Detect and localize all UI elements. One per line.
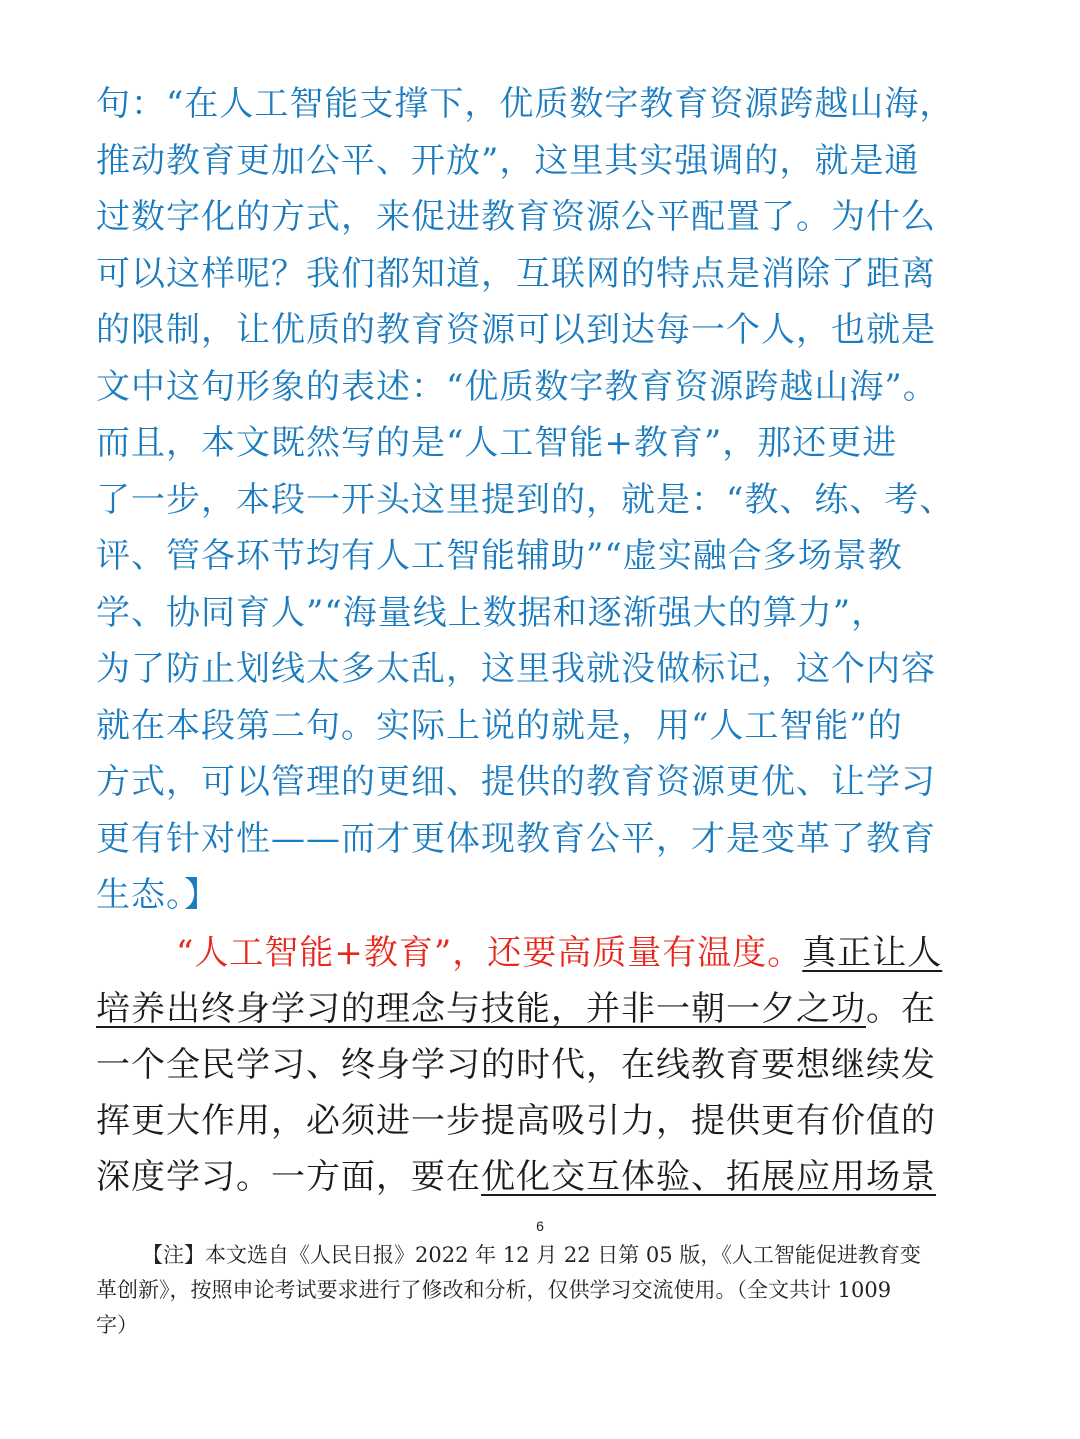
analysis-line: 方式，可以管理的更细、提供的教育资源更优、让学习 (96, 762, 936, 802)
paragraph-text: 深度学习。一方面，要在 (96, 1157, 481, 1197)
note-line: 字） (96, 1313, 138, 1337)
paragraph-line (96, 925, 988, 981)
analysis-line: 更有针对性——而才更体现教育公平，才是变革了教育 (96, 818, 936, 859)
analysis-line: 文中这句形象的表述：“优质数字教育资源跨越山海”。 (96, 366, 938, 407)
underlined-text: 培养出终身学习的理念与技能，并非一朝一夕之功 (96, 989, 866, 1029)
paragraph-line (96, 1149, 988, 1205)
analysis-line: 就在本段第二句。实际上说的就是，用“人工智能”的 (96, 705, 903, 746)
underlined-text: 真正让人 (802, 933, 943, 973)
analysis-line: 可以这样呢？我们都知道，互联网的特点是消除了距离 (96, 253, 936, 294)
analysis-line: 句：“在人工智能支撑下，优质数字教育资源跨越山海， (96, 84, 955, 124)
analysis-line: 的限制，让优质的教育资源可以到达每一个人，也就是 (96, 310, 936, 350)
analysis-line: 评、管各环节均有人工智能辅助”“虚实融合多场景教 (96, 536, 903, 576)
page-number: 6 (536, 1218, 544, 1234)
analysis-commentary (96, 76, 1006, 924)
source-note (96, 1238, 988, 1343)
analysis-line: 而且，本文既然写的是“人工智能+教育”，那还更进 (96, 423, 898, 463)
paragraph-text: 。在 (866, 989, 936, 1029)
analysis-line: 生态。】 (96, 875, 219, 915)
analysis-line: 为了防止划线太多太乱，这里我就没做标记，这个内容 (96, 649, 936, 689)
note-line: 【注】本文选自《人民日报》2022 年 12 月 22 日第 05 版，《人工智能促进教育变 (142, 1243, 921, 1267)
topic-sentence: “人工智能+教育”，还要高质量有温度。 (176, 933, 803, 973)
analysis-line: 推动教育更加公平、开放”，这里其实强调的，就是通 (96, 140, 920, 181)
paragraph-line (96, 981, 988, 1037)
body-paragraph (96, 925, 988, 1205)
analysis-line: 了一步，本段一开头这里提到的，就是：“教、练、考、 (96, 479, 955, 520)
analysis-line: 过数字化的方式，来促进教育资源公平配置了。为什么 (96, 197, 936, 237)
note-line: 革创新》，按照申论考试要求进行了修改和分析，仅供学习交流使用。（全文共计 1009 (96, 1278, 892, 1302)
paragraph-line: 挥更大作用，必须进一步提高吸引力，提供更有价值的 (96, 1101, 936, 1141)
underlined-text: 优化交互体验、拓展应用场景 (481, 1157, 936, 1197)
paragraph-line: 一个全民学习、终身学习的时代，在线教育要想继续发 (96, 1045, 936, 1085)
analysis-line: 学、协同育人”“海量线上数据和逐渐强大的算力”， (96, 592, 887, 633)
